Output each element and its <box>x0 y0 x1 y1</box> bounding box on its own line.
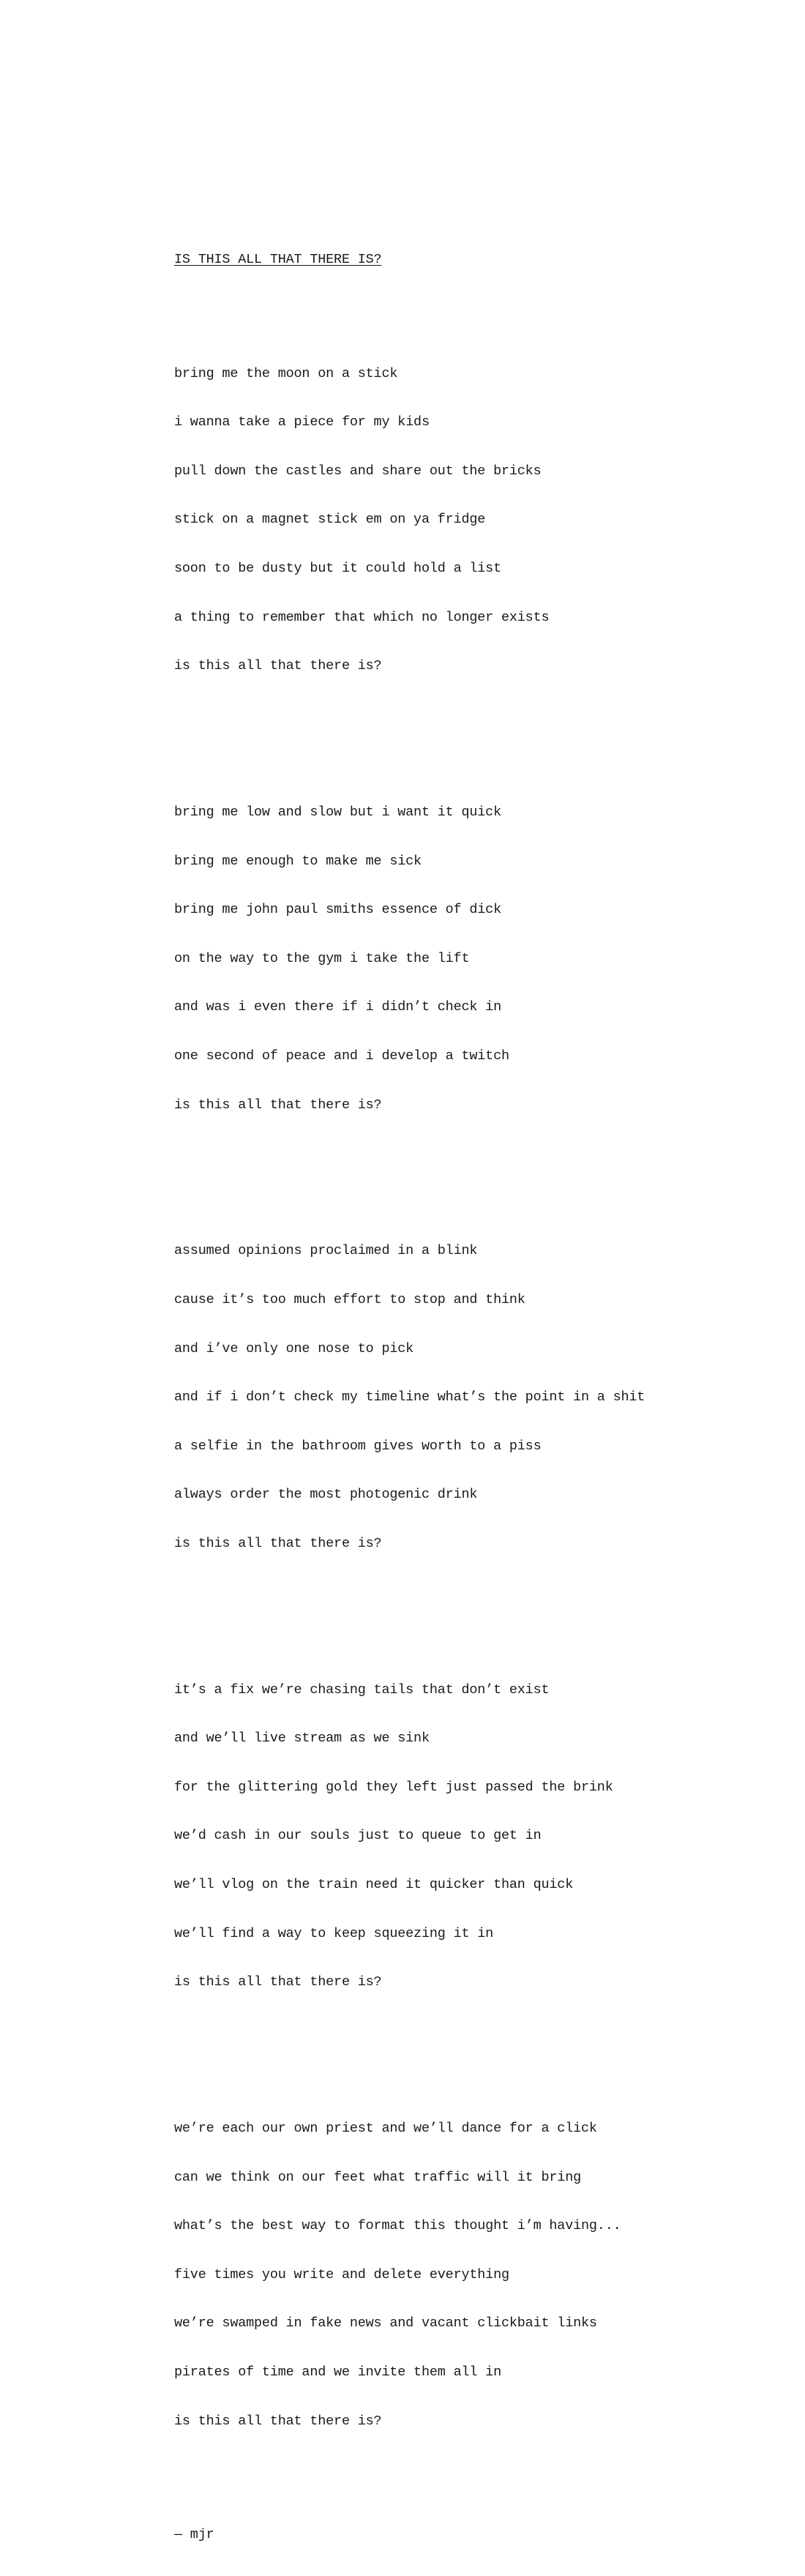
poem-line: bring me john paul smiths essence of dick <box>174 902 501 918</box>
stanza-3 <box>174 1211 774 1585</box>
poem-line: we’d cash in our souls just to queue to get in <box>174 1828 542 1844</box>
poem-line: five times you write and delete everything <box>174 2266 509 2282</box>
poem-line: cause it’s too much effort to stop and think <box>174 1291 525 1307</box>
poem-refrain: is this all that there is? <box>174 1974 382 1990</box>
poem-line: one second of peace and i develop a twitch <box>174 1048 509 1064</box>
poem-line: for the glittering gold they left just passed the brink <box>174 1779 613 1795</box>
poem-line: a thing to remember that which no longer exists <box>174 609 550 625</box>
poem-line: soon to be dusty but it could hold a list <box>174 561 501 576</box>
poem-line: always order the most photogenic drink <box>174 1487 478 1503</box>
poem <box>174 220 774 2576</box>
poem-title: IS THIS ALL THAT THERE IS? <box>174 252 382 268</box>
poem-line: and if i don’t check my timeline what’s the point in a shit <box>174 1389 645 1405</box>
poem-line: bring me the moon on a stick <box>174 365 398 381</box>
poem-refrain: is this all that there is? <box>174 658 382 674</box>
poem-line: pull down the castles and share out the bricks <box>174 463 542 479</box>
poem-line: we’re swamped in fake news and vacant clickbait links <box>174 2315 597 2332</box>
poem-line: and was i even there if i didn’t check in <box>174 999 501 1015</box>
poem-line: and we’ll live stream as we sink <box>174 1731 430 1747</box>
poem-line: we’re each our own priest and we’ll dance for a click <box>174 2121 597 2137</box>
poem-line: bring me low and slow but i want it quick <box>174 804 501 820</box>
poem-refrain: is this all that there is? <box>174 2413 382 2429</box>
stanza-4 <box>174 1649 774 2023</box>
author-signature: — mjr <box>174 2527 214 2543</box>
poem-line: bring me enough to make me sick <box>174 853 422 869</box>
poem-refrain: is this all that there is? <box>174 1097 382 1113</box>
stanza-5 <box>174 2088 774 2463</box>
poem-line: pirates of time and we invite them all in <box>174 2364 501 2381</box>
poem-line: assumed opinions proclaimed in a blink <box>174 1243 478 1259</box>
poem-line: on the way to the gym i take the lift <box>174 950 470 966</box>
stanza-1 <box>174 333 774 707</box>
poem-line: it’s a fix we’re chasing tails that don’t exist <box>174 1681 550 1698</box>
poem-line: can we think on our feet what traffic will it bring <box>174 2169 581 2185</box>
poem-line: we’ll find a way to keep squeezing it in <box>174 1925 494 1941</box>
poem-line: i wanna take a piece for my kids <box>174 414 430 430</box>
poem-line: and i’ve only one nose to pick <box>174 1340 414 1356</box>
poem-line: stick on a magnet stick em on ya fridge <box>174 512 486 528</box>
poem-refrain: is this all that there is? <box>174 1535 382 1551</box>
poem-line: what’s the best way to format this thought i’m having... <box>174 2218 621 2234</box>
poem-line: a selfie in the bathroom gives worth to a piss <box>174 1438 542 1454</box>
stanza-2 <box>174 772 774 1146</box>
poem-line: we’ll vlog on the train need it quicker than quick <box>174 1877 574 1893</box>
